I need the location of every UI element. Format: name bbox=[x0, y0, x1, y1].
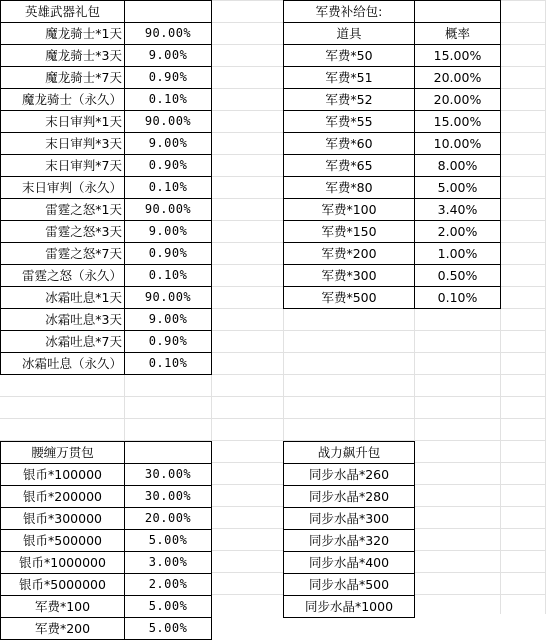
rate-cell[interactable]: 5.00% bbox=[125, 530, 212, 552]
item-cell[interactable]: 冰霜吐息*3天 bbox=[1, 309, 125, 331]
item-cell[interactable]: 魔龙骑士*3天 bbox=[1, 45, 125, 67]
item-cell[interactable]: 军费*50 bbox=[284, 45, 415, 67]
item-cell[interactable]: 同步水晶*280 bbox=[284, 486, 415, 508]
item-cell[interactable]: 末日审判（永久） bbox=[1, 177, 125, 199]
gridline-h bbox=[0, 418, 546, 419]
item-cell[interactable]: 同步水晶*1000 bbox=[284, 596, 415, 618]
table-row bbox=[284, 486, 415, 508]
rate-cell[interactable]: 10.00% bbox=[415, 133, 501, 155]
item-cell[interactable]: 同步水晶*300 bbox=[284, 508, 415, 530]
table-row bbox=[1, 464, 212, 486]
table-row bbox=[284, 552, 415, 574]
table-row bbox=[284, 111, 501, 133]
table-row bbox=[1, 243, 212, 265]
table-row bbox=[1, 574, 212, 596]
item-cell[interactable]: 军费*65 bbox=[284, 155, 415, 177]
item-cell[interactable]: 军费*51 bbox=[284, 67, 415, 89]
item-cell[interactable]: 军费*60 bbox=[284, 133, 415, 155]
table-row bbox=[284, 265, 501, 287]
table-row bbox=[1, 508, 212, 530]
rate-cell[interactable]: 0.90% bbox=[125, 243, 212, 265]
table-row bbox=[1, 287, 212, 309]
power-pack-header-row bbox=[284, 442, 415, 464]
item-cell[interactable]: 银币*500000 bbox=[1, 530, 125, 552]
rate-cell[interactable]: 8.00% bbox=[415, 155, 501, 177]
rate-cell[interactable]: 9.00% bbox=[125, 133, 212, 155]
rate-cell[interactable]: 2.00% bbox=[415, 221, 501, 243]
item-cell[interactable]: 雷霆之怒*7天 bbox=[1, 243, 125, 265]
rate-cell[interactable]: 15.00% bbox=[415, 111, 501, 133]
table-row bbox=[1, 309, 212, 331]
rate-cell[interactable]: 0.90% bbox=[125, 67, 212, 89]
table-row bbox=[1, 353, 212, 375]
table-row bbox=[1, 155, 212, 177]
item-cell[interactable]: 银币*100000 bbox=[1, 464, 125, 486]
rate-cell[interactable]: 90.00% bbox=[125, 111, 212, 133]
wealth-pack-table bbox=[0, 441, 212, 640]
item-cell[interactable]: 雷霆之怒（永久） bbox=[1, 265, 125, 287]
rate-cell[interactable]: 0.50% bbox=[415, 265, 501, 287]
rate-cell[interactable]: 90.00% bbox=[125, 287, 212, 309]
supply-pack-title[interactable]: 军费补给包: bbox=[284, 1, 415, 23]
table-row bbox=[1, 265, 212, 287]
item-cell[interactable]: 冰霜吐息*7天 bbox=[1, 331, 125, 353]
item-cell[interactable]: 军费*100 bbox=[1, 596, 125, 618]
weapon-pack-title-blank[interactable] bbox=[125, 1, 212, 23]
supply-pack-column-header-row bbox=[284, 23, 501, 45]
rate-cell[interactable]: 0.10% bbox=[125, 265, 212, 287]
supply-pack-col-item[interactable]: 道具 bbox=[284, 23, 415, 45]
table-row bbox=[1, 111, 212, 133]
rate-cell[interactable]: 90.00% bbox=[125, 23, 212, 45]
table-row bbox=[1, 177, 212, 199]
table-row bbox=[284, 243, 501, 265]
rate-cell[interactable]: 9.00% bbox=[125, 45, 212, 67]
item-cell[interactable]: 银币*1000000 bbox=[1, 552, 125, 574]
item-cell[interactable]: 军费*52 bbox=[284, 89, 415, 111]
item-cell[interactable]: 同步水晶*260 bbox=[284, 464, 415, 486]
item-cell[interactable]: 魔龙骑士*7天 bbox=[1, 67, 125, 89]
item-cell[interactable]: 冰霜吐息*1天 bbox=[1, 287, 125, 309]
rate-cell[interactable]: 5.00% bbox=[125, 596, 212, 618]
item-cell[interactable]: 银币*5000000 bbox=[1, 574, 125, 596]
weapon-pack-header-row bbox=[1, 1, 212, 23]
rate-cell[interactable]: 3.40% bbox=[415, 199, 501, 221]
rate-cell[interactable]: 1.00% bbox=[415, 243, 501, 265]
item-cell[interactable]: 军费*80 bbox=[284, 177, 415, 199]
item-cell[interactable]: 雷霆之怒*3天 bbox=[1, 221, 125, 243]
rate-cell[interactable]: 0.10% bbox=[415, 287, 501, 309]
rate-cell[interactable]: 20.00% bbox=[415, 89, 501, 111]
rate-cell[interactable]: 3.00% bbox=[125, 552, 212, 574]
table-row bbox=[1, 530, 212, 552]
table-row bbox=[284, 287, 501, 309]
item-cell[interactable]: 同步水晶*500 bbox=[284, 574, 415, 596]
item-cell[interactable]: 同步水晶*320 bbox=[284, 530, 415, 552]
item-cell[interactable]: 末日审判*3天 bbox=[1, 133, 125, 155]
item-cell[interactable]: 军费*300 bbox=[284, 265, 415, 287]
rate-cell[interactable]: 0.10% bbox=[125, 177, 212, 199]
item-cell[interactable]: 同步水晶*400 bbox=[284, 552, 415, 574]
table-row bbox=[1, 67, 212, 89]
supply-pack-table bbox=[283, 0, 501, 309]
rate-cell[interactable]: 5.00% bbox=[125, 618, 212, 640]
table-row bbox=[284, 596, 415, 618]
table-row bbox=[1, 596, 212, 618]
table-row bbox=[1, 552, 212, 574]
item-cell[interactable]: 魔龙骑士（永久） bbox=[1, 89, 125, 111]
table-row bbox=[284, 464, 415, 486]
table-row bbox=[1, 618, 212, 640]
table-row bbox=[284, 177, 501, 199]
item-cell[interactable]: 末日审判*7天 bbox=[1, 155, 125, 177]
wealth-pack-header-row bbox=[1, 442, 212, 464]
supply-pack-title-row bbox=[284, 1, 501, 23]
power-pack-title[interactable]: 战力飙升包 bbox=[284, 442, 415, 464]
table-row bbox=[1, 221, 212, 243]
rate-cell[interactable]: 30.00% bbox=[125, 464, 212, 486]
item-cell[interactable]: 银币*300000 bbox=[1, 508, 125, 530]
table-row bbox=[1, 45, 212, 67]
table-row bbox=[284, 133, 501, 155]
wealth-pack-title-blank[interactable] bbox=[125, 442, 212, 464]
rate-cell[interactable]: 0.10% bbox=[125, 89, 212, 111]
rate-cell[interactable]: 5.00% bbox=[415, 177, 501, 199]
table-row bbox=[1, 331, 212, 353]
supply-pack-title-blank[interactable] bbox=[415, 1, 501, 23]
table-row bbox=[284, 530, 415, 552]
item-cell[interactable]: 银币*200000 bbox=[1, 486, 125, 508]
rate-cell[interactable]: 30.00% bbox=[125, 486, 212, 508]
table-row bbox=[1, 486, 212, 508]
supply-pack-col-rate[interactable]: 概率 bbox=[415, 23, 501, 45]
rate-cell[interactable]: 9.00% bbox=[125, 309, 212, 331]
rate-cell[interactable]: 2.00% bbox=[125, 574, 212, 596]
item-cell[interactable]: 军费*100 bbox=[284, 199, 415, 221]
table-row bbox=[284, 89, 501, 111]
rate-cell[interactable]: 90.00% bbox=[125, 199, 212, 221]
table-row bbox=[1, 133, 212, 155]
table-row bbox=[284, 508, 415, 530]
item-cell[interactable]: 军费*500 bbox=[284, 287, 415, 309]
item-cell[interactable]: 末日审判*1天 bbox=[1, 111, 125, 133]
table-row bbox=[284, 155, 501, 177]
item-cell[interactable]: 军费*200 bbox=[1, 618, 125, 640]
table-row bbox=[1, 23, 212, 45]
item-cell[interactable]: 魔龙骑士*1天 bbox=[1, 23, 125, 45]
table-row bbox=[284, 199, 501, 221]
table-row bbox=[1, 199, 212, 221]
rate-cell[interactable]: 20.00% bbox=[125, 508, 212, 530]
table-row bbox=[1, 89, 212, 111]
rate-cell[interactable]: 15.00% bbox=[415, 45, 501, 67]
rate-cell[interactable]: 0.10% bbox=[125, 353, 212, 375]
item-cell[interactable]: 军费*150 bbox=[284, 221, 415, 243]
gridline-h bbox=[0, 396, 546, 397]
rate-cell[interactable]: 0.90% bbox=[125, 155, 212, 177]
table-row bbox=[284, 67, 501, 89]
table-row bbox=[284, 574, 415, 596]
rate-cell[interactable]: 0.90% bbox=[125, 331, 212, 353]
item-cell[interactable]: 冰霜吐息（永久） bbox=[1, 353, 125, 375]
weapon-pack-table bbox=[0, 0, 212, 375]
table-row bbox=[284, 45, 501, 67]
power-pack-table bbox=[283, 441, 415, 618]
item-cell[interactable]: 军费*200 bbox=[284, 243, 415, 265]
item-cell[interactable]: 军费*55 bbox=[284, 111, 415, 133]
item-cell[interactable]: 雷霆之怒*1天 bbox=[1, 199, 125, 221]
rate-cell[interactable]: 9.00% bbox=[125, 221, 212, 243]
table-row bbox=[284, 221, 501, 243]
wealth-pack-title[interactable]: 腰缠万贯包 bbox=[1, 442, 125, 464]
weapon-pack-title[interactable]: 英雄武器礼包 bbox=[1, 1, 125, 23]
rate-cell[interactable]: 20.00% bbox=[415, 67, 501, 89]
